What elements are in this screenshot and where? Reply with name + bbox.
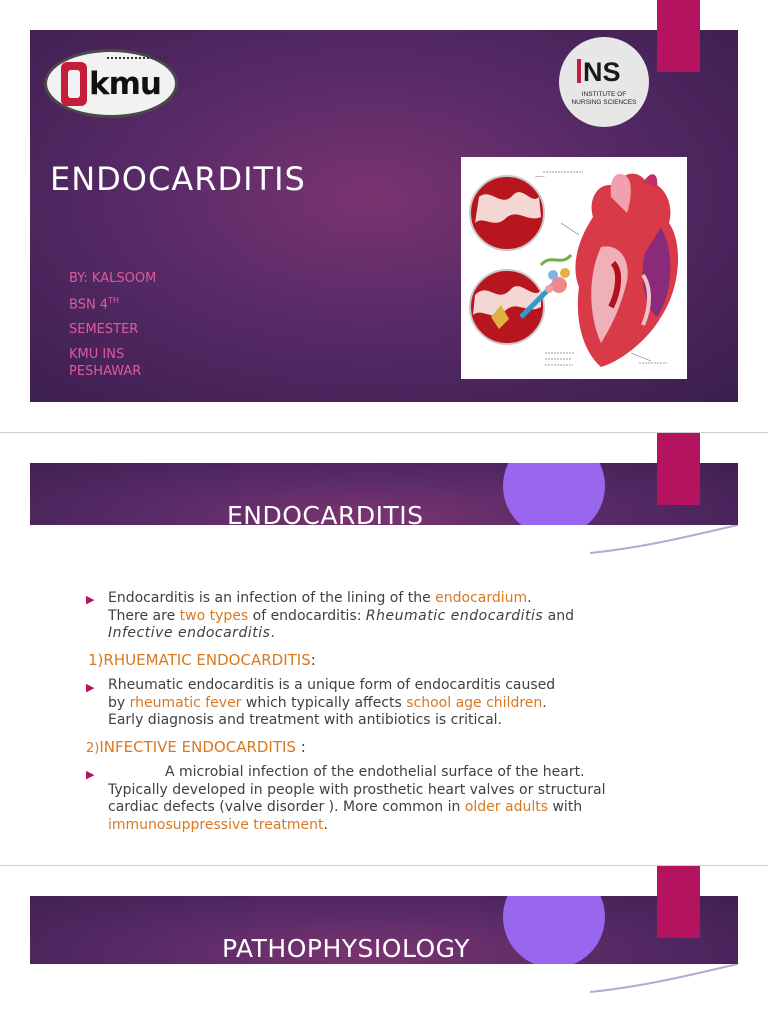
slide-3-title: PATHOPHYSIOLOGY bbox=[222, 934, 471, 963]
decorative-circle bbox=[503, 896, 605, 968]
ins-logo-emblem-icon bbox=[577, 59, 581, 83]
accent-tab bbox=[657, 433, 700, 505]
infective-heading: 2)INFECTIVE ENDOCARDITIS : bbox=[86, 738, 306, 756]
heart-endocarditis-icon bbox=[461, 157, 687, 379]
author-line-3: SEMESTER bbox=[69, 322, 139, 337]
kmu-logo-urdu-script bbox=[107, 57, 165, 63]
slide-3 bbox=[0, 866, 768, 1024]
accent-tab bbox=[657, 866, 700, 938]
bullet-arrow-icon: ▶ bbox=[86, 681, 95, 694]
author-line-5: PESHAWAR bbox=[69, 364, 142, 379]
slide-1-background bbox=[30, 30, 738, 402]
rheumatic-paragraph: Rheumatic endocarditis is a unique form of endocarditis caused by rheumatic fever which typically affects school age children. Early diagnosis and treatment with antibiotics is critical. bbox=[108, 677, 556, 728]
slide-2-title: ENDOCARDITIS bbox=[227, 501, 424, 530]
intro-paragraph: Endocarditis is an infection of the lining of the endocardium. There are two types of endocarditis: Rheumatic endocarditis and Infective endocarditis. bbox=[108, 590, 574, 641]
kmu-logo-emblem-icon bbox=[61, 62, 87, 106]
heart-illustration bbox=[461, 157, 687, 379]
author-line-2: BSN 4TH bbox=[69, 296, 119, 313]
ins-logo-subtitle: INSTITUTE OF NURSING SCIENCES bbox=[571, 91, 637, 106]
slide-1-title: ENDOCARDITIS bbox=[50, 160, 306, 198]
accent-tab bbox=[657, 0, 700, 72]
ins-logo-text: NS bbox=[583, 57, 621, 87]
header-wave-divider bbox=[30, 525, 738, 583]
ins-logo bbox=[559, 37, 649, 127]
slide-1 bbox=[0, 0, 768, 432]
bullet-arrow-icon: ▶ bbox=[86, 593, 95, 606]
rheumatic-heading: 1)RHUEMATIC ENDOCARDITIS: bbox=[88, 651, 316, 669]
author-line-4: KMU INS bbox=[69, 347, 125, 362]
kmu-logo-text: kmu bbox=[89, 66, 161, 102]
header-wave-divider bbox=[30, 964, 738, 1024]
slide-2-header bbox=[30, 463, 738, 583]
bullet-arrow-icon: ▶ bbox=[86, 768, 95, 781]
infective-paragraph: A microbial infection of the endothelial surface of the heart. Typically developed in people with prosthetic heart valves or structural cardiac defects (valve disorder ). More common in older adults with immunosuppressive treatment. bbox=[108, 764, 606, 833]
author-line-1: BY: KALSOOM bbox=[69, 271, 157, 286]
slide-3-header bbox=[30, 896, 738, 1024]
kmu-logo bbox=[44, 49, 178, 118]
slide-2 bbox=[0, 433, 768, 865]
